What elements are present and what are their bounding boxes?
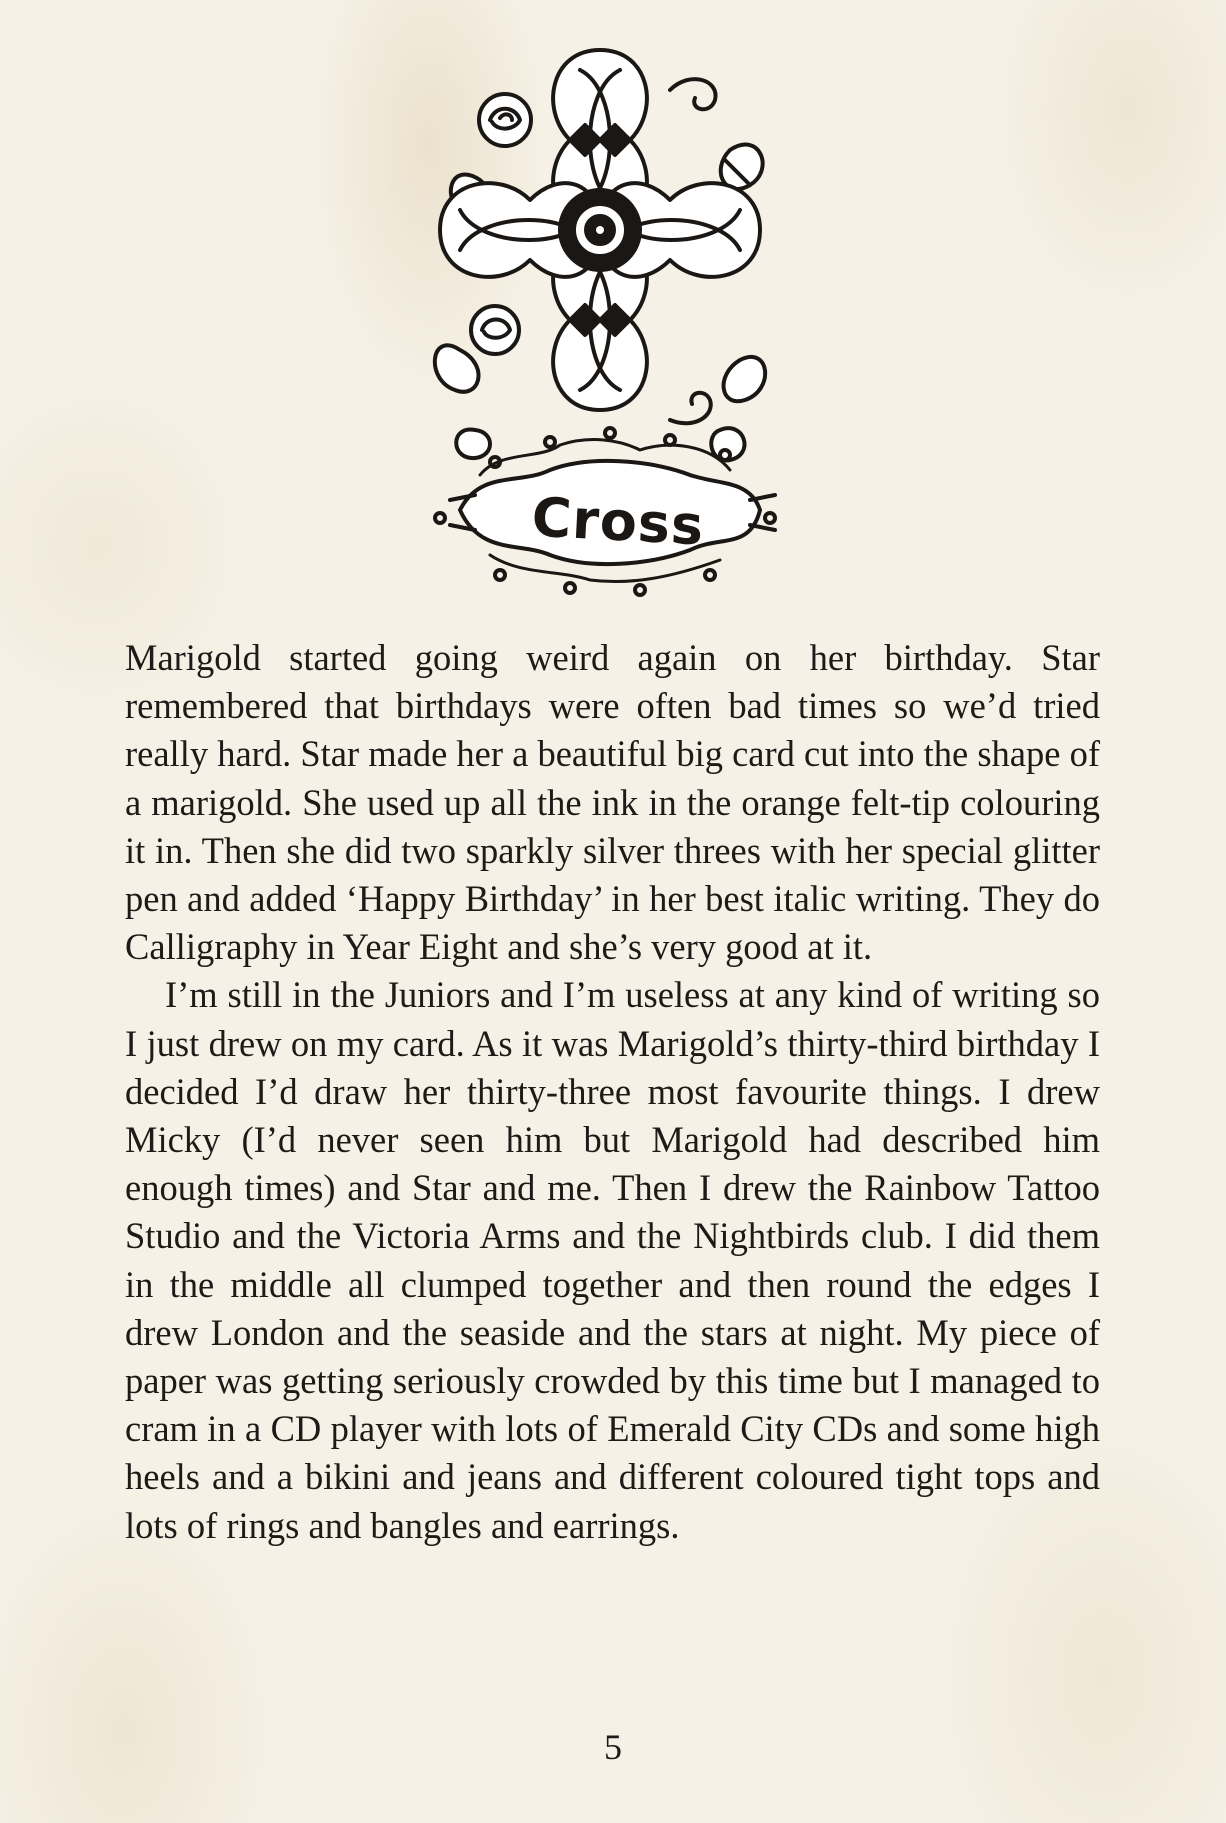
- paragraph-2: I’m still in the Juniors and I’m useless at any kind of writing so I just drew on my card. As it was Marigold’s thirty-third birthday I decided I’d draw her thirty-three most favourite things. I drew Micky (I’d never seen him but Marigold had described him enough times) and Star and me. Then I drew the Rainbow Tattoo Studio and the Victoria Arms and the Nightbirds club. I did them in the middle all clumped together and then round the edges I drew London and the seaside and the stars at night. My piece of paper was getting seriously crowded by this time but I managed to cram in a CD player with lots of Emerald City CDs and some high heels and a bikini and jeans and different coloured tight tops and lots of rings and bangles and earrings.: [125, 974, 1100, 1546]
- chapter-emblem: [420, 30, 780, 630]
- page-number: 5: [604, 1727, 622, 1767]
- chapter-body: [125, 634, 1100, 1550]
- chapter-title: Cross: [530, 485, 706, 558]
- paragraph-1: Marigold started going weird again on her birthday. Star remembered that birthdays were often bad times so we’d tried really hard. Star made her a beautiful big card cut into the shape of a marigold. She used up all the ink in the orange felt-tip colouring it in. Then she did two sparkly silver threes with her special glitter pen and added ‘Happy Birthday’ in her best italic writing. They do Calligraphy in Year Eight and she’s very good at it.: [125, 637, 1100, 968]
